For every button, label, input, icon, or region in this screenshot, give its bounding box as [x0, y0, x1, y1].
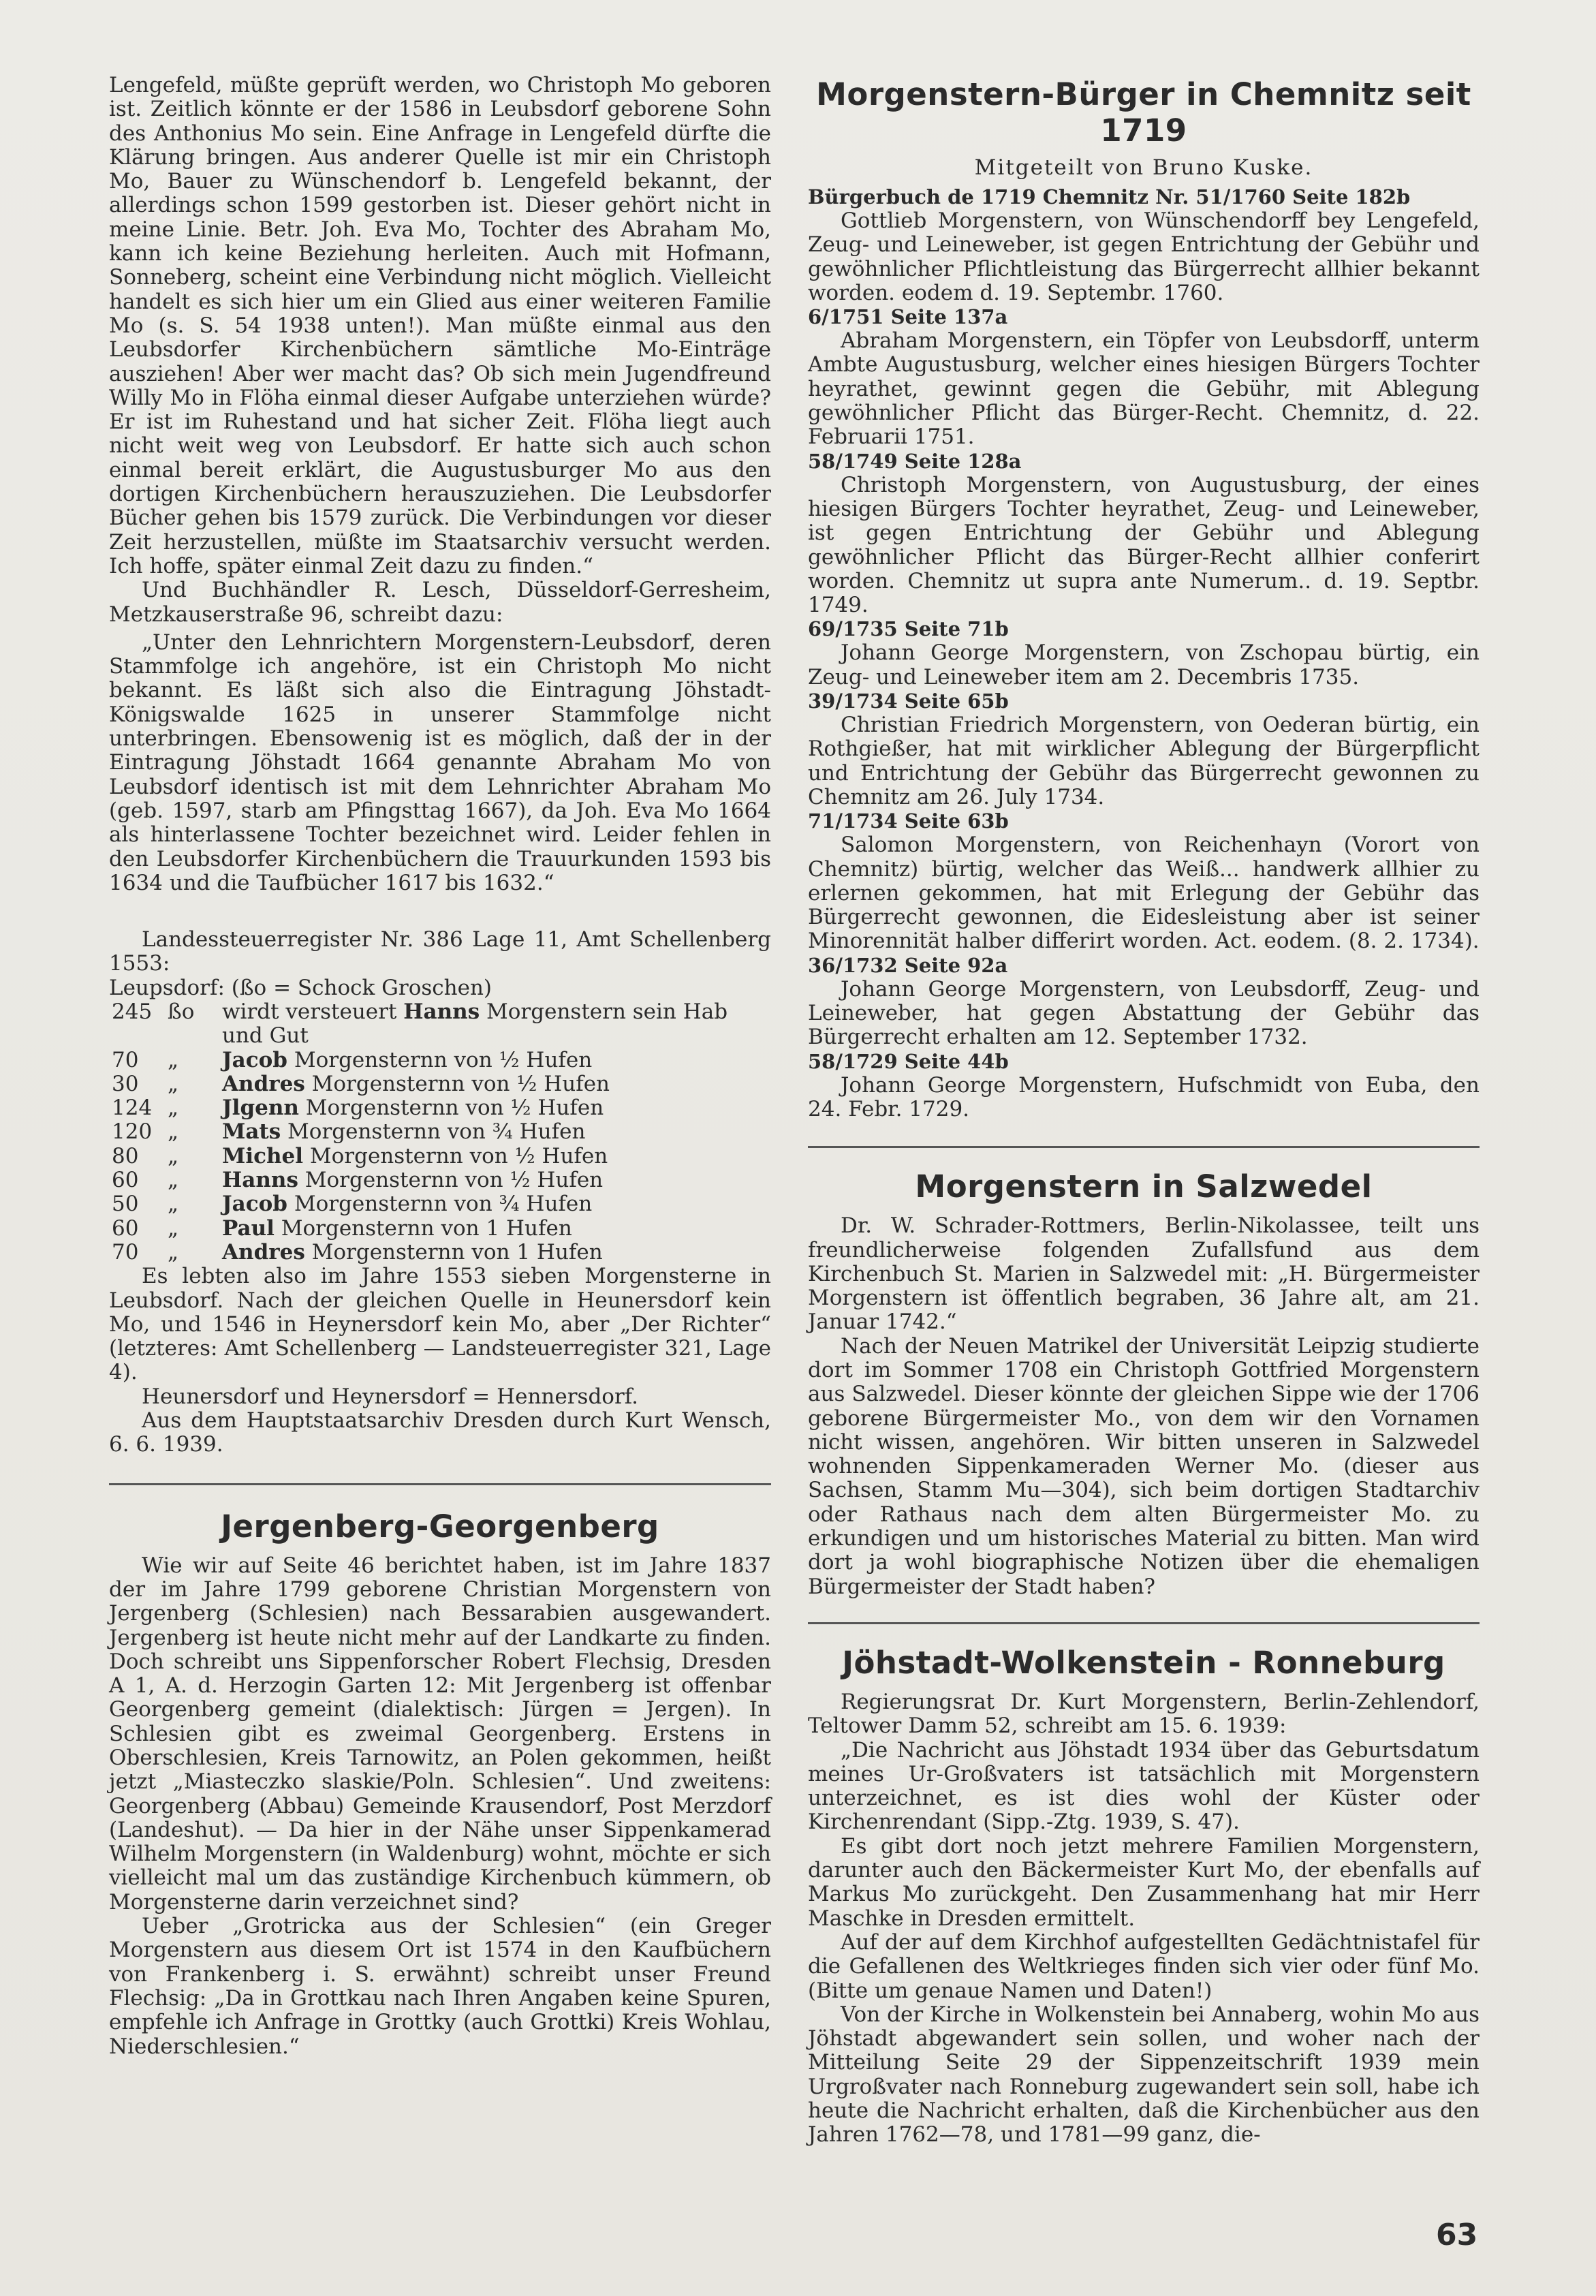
tax-register-place: Leupsdorf: (ßo = Schock Groschen) [109, 975, 492, 1000]
tax-entry-detail: Morgensternn von ½ Hufen [309, 1143, 608, 1168]
lesch-paragraph: Und Buchhändler R. Lesch, Düsseldorf-Gerresheim, Metzkauserstraße 96, schreibt dazu: [109, 578, 771, 627]
entry-reference: 36/1732 Seite 92a [808, 953, 1008, 977]
tax-entry-name: Jlgenn [222, 1096, 299, 1121]
entry-text: Johann George Morgenstern, von Leubsdorff, Zeug- und Leineweber, hat gegen Abstattung der Gebühr das Bürgerrecht erhalten am 12. September 1732. [808, 976, 1480, 1050]
salzwedel-paragraph-1: Dr. W. Schrader-Rottmers, Berlin-Nikolassee, teilt uns freundlicherweise folgenden Zufallsfund aus dem Kirchenbuch St. Marien in Salzwedel mit: „H. Bürgermeister Morgenstern ist öffentlich begraben, 36 Jahre alt, am 21. Januar 1742.“ [808, 1213, 1480, 1335]
chemnitz-entries [808, 209, 1480, 1121]
tax-amount: 30 [112, 1071, 139, 1096]
tax-entry-detail: Morgensternn von ½ Hufen [311, 1071, 610, 1096]
tax-unit: „ [168, 1071, 179, 1096]
table-row [109, 1168, 771, 1192]
johstadt-paragraph-4: Auf der auf dem Kirchhof aufgestellten Gedächtnistafel für die Gefallenen des Weltkrieges finden sich vier oder fünf Mo. (Bitte um genaue Namen und Daten!) [808, 1929, 1480, 2003]
tax-entry-name: Mats [222, 1119, 281, 1145]
tax-entry [222, 1120, 771, 1144]
tax-entry-name: Hanns [222, 1168, 298, 1193]
divider [109, 1483, 771, 1485]
salzwedel-paragraph-2: Nach der Neuen Matrikel der Universität Leipzig studierte dort im Sommer 1708 ein Christoph Gottfried Morgenstern aus Salzwedel. Dieser könnte der gleichen Sippe wie der 1706 geborene Bürgermeister Mo., von dem wir den Vornamen nicht wissen, angehören. Wir bitten unseren in Salzwedel wohnenden Sippenkameraden Werner Mo. (dieser aus Sachsen, Stamm Mu—304), sich beim dortigen Stadtarchiv oder Rathaus nach dem alten Bürgermeister Mo. zu erkundigen und um historisches Material zu bitten. Man wird dort ja wohl biographische Notizen über die ehemaligen Bürgermeister der Stadt haben? [808, 1333, 1480, 1599]
tax-entry [222, 1168, 771, 1192]
tax-amount: 124 [112, 1096, 153, 1121]
tax-entry-detail: Morgensternn von ½ Hufen [304, 1168, 604, 1193]
entry-reference: 71/1734 Seite 63b [808, 809, 1009, 833]
salzwedel-title: Morgenstern in Salzwedel [915, 1168, 1373, 1205]
tax-amount: 60 [112, 1215, 139, 1241]
tax-amount: 50 [112, 1192, 139, 1217]
entry-text: Johann George Morgenstern, Hufschmidt von Euba, den 24. Febr. 1729. [808, 1072, 1480, 1121]
entry-reference: 39/1734 Seite 65b [808, 689, 1009, 713]
tax-entry [222, 1217, 771, 1241]
tax-entry-detail: Morgensternn von 1 Hufen [311, 1239, 603, 1265]
tax-entry-name: Jacob [222, 1192, 287, 1217]
tax-entry-name: Andres [222, 1071, 305, 1096]
divider [808, 1146, 1480, 1148]
table-row [109, 1000, 771, 1049]
jergenberg-title: Jergenberg-Georgenberg [221, 1508, 659, 1545]
tax-unit: „ [168, 1119, 179, 1145]
johstadt-paragraph-2: „Die Nachricht aus Jöhstadt 1934 über das Geburtsdatum meines Ur-Großvaters ist tatsächlich mit Morgenstern unterzeichnet, es ist dies wohl der Küster oder Kirchenrendant (Sipp.-Ztg. 1939, S. 47). [808, 1737, 1480, 1835]
lesch-quote: „Unter den Lehnrichtern Morgenstern-Leubsdorf, deren Stammfolge ich angehöre, ist ein Christoph Mo nicht bekannt. Es läßt sich also die Eintragung Jöhstadt-Königswalde 1625 in unserer Stammfolge nicht unterbringen. Ebensowenig ist es möglich, daß der in der Eintragung Jöhstadt 1664 genannte Abraham Mo von Leubsdorf identisch ist mit dem Lehnrichter Abraham Mo (geb. 1597, starb am Pfingsttag 1667), da Joh. Eva Mo 1664 als hinterlassene Tochter bezeichnet wird. Leider fehlen in den Leubsdorfer Kirchenbüchern die Trauurkunden 1593 bis 1634 und die Taufbücher 1617 bis 1632.“ [109, 630, 771, 895]
tax-unit: „ [168, 1047, 179, 1072]
tax-entry-name: Paul [222, 1215, 275, 1241]
entry-text: Christian Friedrich Morgenstern, von Oederan bürtig, ein Rothgießer, hat mit wirklicher Ablegung der Bürgerpflicht und Entrichtung der Gebühr das Bürgerrecht gewonnen zu Chemnitz am 26. July 1734. [808, 713, 1480, 809]
tax-entry-detail: Morgensternn von ¾ Hufen [294, 1192, 593, 1217]
tax-entry [222, 1049, 771, 1072]
divider [808, 1622, 1480, 1624]
tax-amount: 70 [112, 1239, 139, 1265]
heunersdorf-note: Heunersdorf und Heynersdorf = Hennersdorf. [142, 1384, 639, 1409]
grotricka-paragraph: Ueber „Grotricka aus der Schlesien“ (ein Greger Morgenstern aus diesem Ort ist 1574 in den Kaufbüchern von Frankenberg i. S. erwähnt) schreibt unser Freund Flechsig: „Da in Grottkau nach Ihren Angaben keine Spuren, empfehle ich Anfrage in Grottky (auch Grottki) Kreis Wohlau, Niederschlesien.“ [109, 1914, 771, 2059]
entry-text: Johann George Morgenstern, von Zschopau bürtig, ein Zeug- und Leineweber item am 2. Decembris 1735. [808, 640, 1480, 689]
tax-entry-name: Hanns [403, 999, 480, 1024]
tax-entry [222, 1072, 771, 1096]
tax-amount: 70 [112, 1047, 139, 1072]
archive-source: Aus dem Hauptstaatsarchiv Dresden durch Kurt Wensch, 6. 6. 1939. [109, 1408, 771, 1457]
tax-entry [222, 1096, 771, 1120]
tax-entry-detail: Morgensternn von ¾ Hufen [287, 1119, 586, 1145]
entry-reference: 69/1735 Seite 71b [808, 617, 1009, 641]
johstadt-paragraph-3: Es gibt dort noch jetzt mehrere Familien Morgenstern, darunter auch den Bäckermeister Kurt Mo, der ebenfalls auf Markus Mo zurückgeht. Den Zusammenhang hat mir Herr Maschke in Dresden ermittelt. [808, 1833, 1480, 1931]
right-column [808, 74, 1480, 2147]
tax-unit: „ [168, 1215, 179, 1241]
table-row [109, 1192, 771, 1216]
tax-unit: „ [168, 1192, 179, 1217]
tax-entry-prefix: wirdt versteuert [222, 999, 397, 1024]
tax-amount: 120 [112, 1119, 153, 1145]
tax-summary: Es lebten also im Jahre 1553 sieben Morgensterne in Leubsdorf. Nach der gleichen Quelle in Heunersdorf kein Mo, und 1546 in Heynersdorf kein Mo, aber „Der Richter“ (letzteres: Amt Schellenberg — Landsteuerregister 321, Lage 4). [109, 1264, 771, 1385]
intro-paragraph: Lengefeld, müßte geprüft werden, wo Christoph Mo geboren ist. Zeitlich könnte er der 1586 in Leubsdorf geborene Sohn des Anthonius Mo sein. Eine Anfrage in Lengefeld dürfte die Klärung bringen. Aus anderer Quelle ist mir ein Christoph Mo, Bauer zu Wünschendorf b. Lengefeld bekannt, der allerdings schon 1599 gestorben ist. Dieser gehört nicht in meine Linie. Betr. Joh. Eva Mo, Tochter des Abraham Mo, kann ich keine Beziehung herleiten. Auch mit Hofmann, Sonneberg, scheint eine Verbindung nicht möglich. Vielleicht handelt es sich hier um ein Glied aus einer weiteren Familie Mo (s. S. 54 1938 unten!). Man müßte einmal aus den Leubsdorfer Kirchenbüchern sämtliche Mo-Einträge ausziehen! Aber wer macht das? Ob sich mein Jugendfreund Willy Mo in Flöha einmal dieser Aufgabe unterziehen würde? Er ist im Ruhestand und hat sicher Zeit. Flöha liegt auch nicht weit weg von Leubsdorf. Er hatte sich auch schon einmal bereit erklärt, die Augustusburger Mo aus den dortigen Kirchenbüchern herauszuziehen. Die Leubsdorfer Bücher gehen bis 1579 zurück. Die Verbindungen vor dieser Zeit herzustellen, müßte im Staatsarchiv versucht werden. Ich hoffe, später einmal Zeit dazu zu finden.“ [109, 73, 771, 578]
entry-reference: 58/1749 Seite 128a [808, 449, 1022, 473]
tax-entry-detail: Morgensternn von ½ Hufen [294, 1047, 593, 1072]
entry-reference: 6/1751 Seite 137a [808, 305, 1008, 329]
left-column [109, 74, 771, 2059]
tax-entry [222, 1241, 771, 1265]
tax-entry-detail: Morgenstern sein Hab und Gut [222, 999, 728, 1049]
johstadt-paragraph-1: Regierungsrat Dr. Kurt Morgenstern, Berlin-Zehlendorf, Teltower Damm 52, schreibt am 15. 6. 1939: [808, 1689, 1480, 1739]
tax-register-table [109, 1000, 771, 1265]
tax-entry-name: Michel [222, 1143, 304, 1168]
table-row [109, 1241, 771, 1265]
tax-amount: 245 [112, 999, 153, 1024]
table-row [109, 1120, 771, 1144]
table-row [109, 1072, 771, 1096]
table-row [109, 1096, 771, 1120]
table-row [109, 1217, 771, 1241]
entry-text: Abraham Morgenstern, ein Töpfer von Leubsdorff, unterm Ambte Augustusburg, welcher eines hiesigen Bürgers Tochter heyrathet, gewinnt gegen die Gebühr, mit Ablegung gewöhnlicher Pflicht das Bürger-Recht. Chemnitz, d. 22. Februarii 1751. [808, 328, 1480, 450]
tax-entry [222, 1000, 771, 1049]
johstadt-paragraph-5: Von der Kirche in Wolkenstein bei Annaberg, wohin Mo aus Jöhstadt abgewandert sein sollen, und woher nach der Mitteilung Seite 29 der Sippenzeitschrift 1939 mein Urgroßvater nach Ronneburg zugewandert sein soll, habe ich heute die Nachricht erhalten, daß die Kirchenbücher aus den Jahren 1762—78, und 1781—99 ganz, die- [808, 2002, 1480, 2147]
tax-entry-detail: Morgensternn von ½ Hufen [305, 1096, 604, 1121]
entry-text: Salomon Morgenstern, von Reichenhayn (Vorort von Chemnitz) bürtig, welcher das Weiß... handwerk allhier zu erlernen gekommen, hat mit Erlegung der Gebühr das Bürgerrecht gewonnen, die Eidesleistung aber ist seiner Minorennität halber differirt worden. Act. eodem. (8. 2. 1734). [808, 833, 1480, 954]
tax-entry-name: Andres [222, 1239, 305, 1265]
page-number: 63 [1436, 2218, 1478, 2252]
johstadt-title: Jöhstadt-Wolkenstein - Ronneburg [842, 1644, 1445, 1681]
tax-entry [222, 1192, 771, 1216]
table-row [109, 1145, 771, 1168]
tax-amount: 60 [112, 1168, 139, 1193]
tax-unit: ßo [168, 999, 195, 1024]
entry-reference: 58/1729 Seite 44b [808, 1049, 1009, 1073]
chemnitz-source: Bürgerbuch de 1719 Chemnitz Nr. 51/1760 Seite 182b [808, 185, 1411, 208]
tax-entry-name: Jacob [222, 1047, 287, 1072]
tax-unit: „ [168, 1143, 179, 1168]
tax-amount: 80 [112, 1143, 139, 1168]
tax-unit: „ [168, 1096, 179, 1121]
chemnitz-subtitle: Mitgeteilt von Bruno Kuske. [974, 155, 1313, 180]
entry-text: Gottlieb Morgenstern, von Wünschendorff bey Lengefeld, Zeug- und Leineweber, ist gegen Entrichtung der Gebühr und gewöhnlicher Pflichtleistung das Bürgerrecht allhier bekannt worden. eodem d. 19. Septembr. 1760. [808, 208, 1480, 305]
tax-register-header: Landessteuerregister Nr. 386 Lage 11, Amt Schellenberg 1553: [109, 927, 771, 976]
table-row [109, 1049, 771, 1072]
entry-text: Christoph Morgenstern, von Augustusburg, der eines hiesigen Bürgers Tochter heyrathet, Zeug- und Leineweber, ist gegen Entrichtung der Gebühr und Ablegung gewöhnlicher Pflicht das Bürger-Recht allhier conferirt worden. Chemnitz ut supra ante Numerum.. d. 19. Septbr. 1749. [808, 472, 1480, 618]
tax-unit: „ [168, 1239, 179, 1265]
tax-entry [222, 1145, 771, 1168]
tax-unit: „ [168, 1168, 179, 1193]
jergenberg-paragraph: Wie wir auf Seite 46 berichtet haben, ist im Jahre 1837 der im Jahre 1799 geborene Christian Morgenstern von Jergenberg (Schlesien) nach Bessarabien ausgewandert. Jergenberg ist heute nicht mehr auf der Landkarte zu finden. Doch schreibt uns Sippenforscher Robert Flechsig, Dresden A 1, A. d. Herzogin Garten 12: Mit Jergenberg ist offenbar Georgenberg gemeint (dialektisch: Jürgen = Jergen). In Schlesien gibt es zweimal Georgenberg. Erstens in Oberschlesien, Kreis Tarnowitz, an Polen gekommen, heißt jetzt „Miasteczko slaskie/Poln. Schlesien“. Und zweitens: Georgenberg (Abbau) Gemeinde Krausendorf, Post Merzdorf (Landeshut). — Da hier in der Nähe unser Sippenkamerad Wilhelm Morgenstern (in Waldenburg) wohnt, möchte er sich vielleicht mal um das zuständige Kirchenbuch kümmern, ob Morgensterne darin verzeichnet sind? [109, 1553, 771, 1914]
tax-entry-detail: Morgensternn von 1 Hufen [281, 1215, 572, 1241]
chemnitz-title: Morgenstern-Bürger in Chemnitz seit 1719 [816, 76, 1471, 149]
